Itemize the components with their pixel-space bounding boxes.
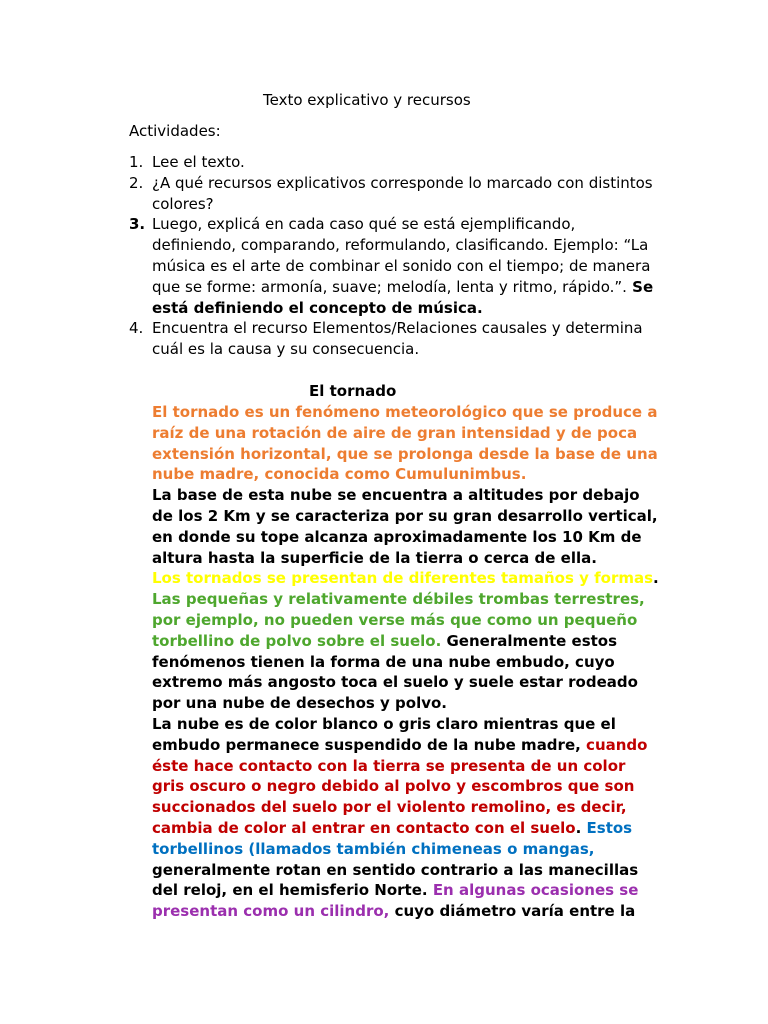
activity-text: ¿A qué recursos explicativos corresponde lo marcado con distintos (152, 173, 653, 192)
activity-item-1 (129, 152, 669, 173)
article-line (152, 672, 672, 693)
red-text: cambia de color al entrar en contacto con el suelo (152, 818, 576, 837)
blue-text: Estos (586, 818, 633, 837)
article-line (152, 610, 672, 631)
black-text: La nube es de color blanco o gris claro mientras que el (152, 714, 616, 733)
black-text: por una nube de desechos y polvo. (152, 694, 447, 713)
orange-text: extensión horizontal, que se prolonga desde la base de una (152, 444, 658, 463)
article-line (152, 423, 672, 444)
black-text: extremo más angosto toca el suelo y suele estar rodeado (152, 673, 638, 692)
activity-text: colores? (152, 194, 214, 213)
article-line (152, 548, 672, 569)
article-line (152, 444, 672, 465)
article-line (152, 818, 672, 839)
black-text: La base de esta nube se encuentra a altitudes por debajo (152, 486, 640, 505)
article-line (152, 756, 672, 777)
green-text: torbellino de polvo sobre el suelo. (152, 631, 442, 650)
article-line (152, 589, 672, 610)
article-line (152, 527, 672, 548)
red-text: gris oscuro o negro debido al polvo y escombros que son (152, 777, 635, 796)
article-line (152, 714, 672, 735)
activity-text: Encuentra el recurso Elementos/Relaciones causales y determina (152, 319, 643, 338)
black-text: Generalmente estos (441, 631, 618, 650)
black-text: . (653, 569, 659, 588)
black-text: fenómenos tienen la forma de una nube embudo, cuyo (152, 652, 615, 671)
purple-text: presentan como un cilindro, (152, 902, 390, 921)
activity-number: 4. (129, 319, 144, 338)
article-line (152, 402, 672, 423)
activity-item-2 (129, 173, 669, 215)
activity-number: 3. (129, 215, 146, 234)
activity-text: Lee el texto. (152, 153, 245, 171)
article-line (152, 880, 672, 901)
activities-heading: Actividades: (129, 122, 221, 140)
article-line (152, 464, 672, 485)
green-text: Las pequeñas y relativamente débiles trombas terrestres, (152, 590, 645, 609)
activity-text: que se forme: armonía, suave; melodía, lenta y ritmo, rápido.”. (152, 277, 627, 296)
article-line (152, 797, 672, 818)
article-line (152, 652, 672, 673)
black-text: del reloj, en el hemisferio Norte. (152, 881, 433, 900)
article-line (152, 735, 672, 756)
activities-list (129, 152, 669, 360)
article-line (152, 901, 672, 922)
article-line (152, 506, 672, 527)
article-line (152, 693, 672, 714)
black-text: en donde su tope alcanza aproximadamente los 10 Km de (152, 527, 642, 546)
activity-item-3 (129, 214, 669, 318)
article-line (152, 485, 672, 506)
black-text: altura hasta la superficie de la tierra o cerca de ella. (152, 548, 597, 567)
purple-text: En algunas ocasiones se (432, 881, 639, 900)
blue-text: torbellinos (llamados también chimeneas o mangas, (152, 839, 595, 858)
red-text: cuando (586, 735, 648, 754)
article-line (152, 776, 672, 797)
black-text: embudo permanece suspendido de la nube madre, (152, 735, 587, 754)
orange-text: El tornado es un fenómeno meteorológico que se produce a (152, 403, 658, 421)
article-line (152, 631, 672, 652)
orange-text: raíz de una rotación de aire de gran intensidad y de poca (152, 423, 638, 442)
orange-text: nube madre, conocida como Cumulunimbus. (152, 465, 527, 484)
activity-number: 2. (129, 173, 144, 192)
article-body (152, 402, 672, 922)
red-text: succionados del suelo por el violento remolino, es decir, (152, 798, 627, 817)
activity-text: Luego, explicá en cada caso qué se está ejemplificando, (152, 215, 576, 234)
green-text: por ejemplo, no pueden verse más que como un pequeño (152, 610, 638, 629)
document-title: Texto explicativo y recursos (263, 91, 471, 109)
activity-text: definiendo, comparando, reformulando, clasificando. Ejemplo: “La (152, 236, 649, 255)
article-title: El tornado (309, 382, 397, 400)
black-text: generalmente rotan en sentido contrario a las manecillas (152, 860, 639, 879)
activity-text-bold: está definiendo el concepto de música. (152, 298, 483, 317)
black-text: de los 2 Km y se caracteriza por su gran desarrollo vertical, (152, 506, 658, 525)
activity-text: música es el arte de combinar el sonido con el tiempo; de manera (152, 256, 651, 275)
yellow-text: Los tornados se presentan de diferentes tamaños y formas (152, 569, 654, 588)
black-text: cuyo diámetro varía entre la (389, 902, 636, 921)
activity-item-4 (129, 318, 669, 360)
red-text: éste hace contacto con la tierra se presenta de un color (152, 756, 626, 775)
black-text: . (575, 818, 587, 837)
activity-number: 1. (129, 153, 144, 171)
article-line (152, 860, 672, 881)
activity-text: cuál es la causa y su consecuencia. (152, 340, 420, 359)
article-line (152, 568, 672, 589)
activity-text-bold: Se (626, 277, 654, 296)
article-line (152, 839, 672, 860)
